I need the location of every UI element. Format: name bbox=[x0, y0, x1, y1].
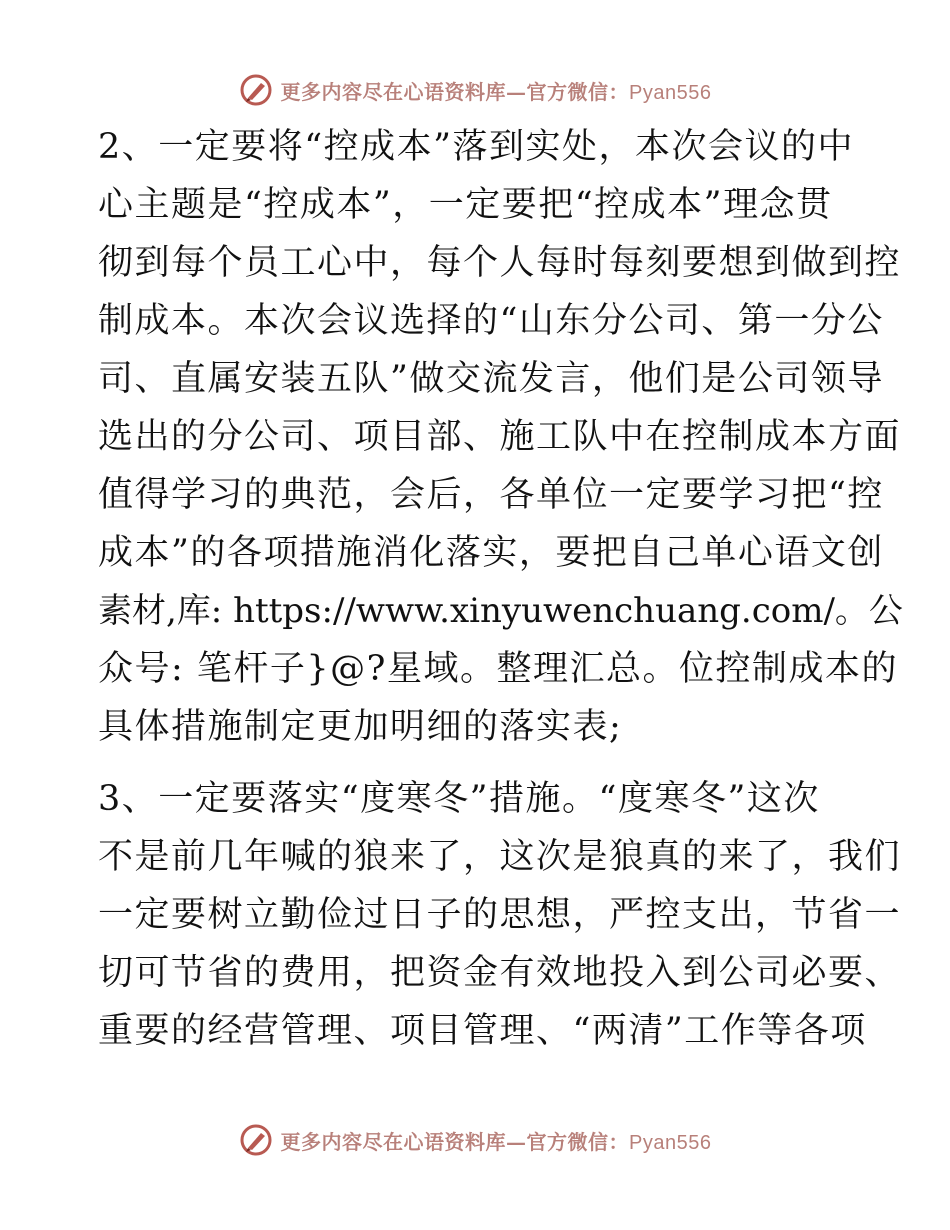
banner-label: 更多内容尽在心语资料库—官方微信： bbox=[280, 79, 630, 104]
text-line: 司、直属安装五队”做交流发言，他们是公司领导 bbox=[98, 359, 884, 399]
text-line: 切可节省的费用，把资金有效地投入到公司必要、 bbox=[98, 953, 902, 993]
banner-text bbox=[281, 76, 712, 105]
text-line: 一定要树立勤俭过日子的思想，严控支出，节省一 bbox=[98, 895, 902, 935]
text-line: 素材,库: https://www.xinyuwenchuang.com/。公 bbox=[98, 591, 903, 631]
pen-logo-icon bbox=[239, 1123, 273, 1157]
text-line: 值得学习的典范，会后，各单位一定要学习把“控 bbox=[98, 475, 884, 515]
paragraph-2 bbox=[98, 118, 903, 756]
banner-text bbox=[281, 1126, 712, 1155]
wechat-id: Pyan556 bbox=[629, 81, 712, 104]
text-line: 重要的经营管理、项目管理、“两清”工作等各项 bbox=[98, 1011, 867, 1051]
text-line: 成本”的各项措施消化落实，要把自己单心语文创 bbox=[98, 533, 884, 573]
text-line: 3、一定要落实“度寒冬”措施。“度寒冬”这次 bbox=[98, 779, 820, 819]
paragraph-3 bbox=[98, 770, 902, 1060]
text-line: 制成本。本次会议选择的“山东分公司、第一分公 bbox=[98, 301, 884, 341]
text-line: 选出的分公司、项目部、施工队中在控制成本方面 bbox=[98, 417, 902, 457]
wechat-id: Pyan556 bbox=[629, 1131, 712, 1154]
banner-label: 更多内容尽在心语资料库—官方微信： bbox=[280, 1129, 630, 1154]
text-line: 彻到每个员工心中，每个人每时每刻要想到做到控 bbox=[98, 243, 902, 283]
header-banner bbox=[0, 70, 950, 110]
text-line: 心主题是“控成本”，一定要把“控成本”理念贯 bbox=[98, 185, 833, 225]
text-line: 不是前几年喊的狼来了，这次是狼真的来了，我们 bbox=[98, 837, 902, 877]
text-line: 2、一定要将“控成本”落到实处，本次会议的中 bbox=[98, 127, 855, 167]
text-line: 具体措施制定更加明细的落实表; bbox=[98, 707, 623, 747]
footer-banner bbox=[0, 1120, 950, 1160]
pen-logo-icon bbox=[239, 73, 273, 107]
document-body bbox=[98, 118, 903, 1074]
text-line: 众号: 笔杆子}@?星域。整理汇总。位控制成本的 bbox=[98, 649, 898, 689]
